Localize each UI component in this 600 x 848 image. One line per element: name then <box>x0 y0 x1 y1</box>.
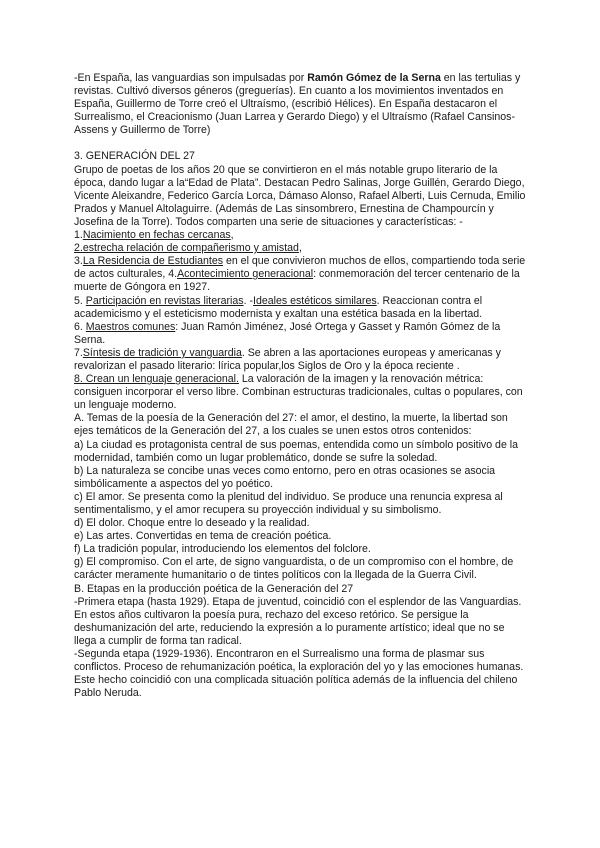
characteristic-3-pre: 3. <box>74 255 83 268</box>
intro-paragraph <box>74 72 526 137</box>
intro-bold-name: Ramón Gómez de la Serna <box>307 72 441 84</box>
characteristic-6-post: : Juan Ramón Jiménez, José Ortega y Gasset y Ramón Gómez de la Serna. <box>74 320 501 346</box>
section-paragraph <box>74 164 526 243</box>
characteristic-5-line <box>74 295 526 321</box>
characteristic-5: Participación en revistas literarias <box>85 294 244 307</box>
characteristic-3-line <box>74 255 526 294</box>
characteristic-8: 8. Crean un lenguaje generacional. <box>74 373 239 386</box>
document-page <box>74 72 526 700</box>
characteristic-6-pre: 6. <box>74 320 86 333</box>
temas-intro: A. Temas de la poesía de la Generación del 27: el amor, el destino, la muerte, la libertad son ejes temáticos de la Generación del 27, a los cuales se unen estos otros contenidos: <box>74 412 508 438</box>
tema-item: c) El amor. Se presenta como la plenitud del individuo. Se produce una renuncia expresa al sentimentalismo, y el amor recupera su proyección individual y su simbolismo. <box>74 490 503 516</box>
characteristic-1: Nacimiento en fechas cercanas <box>82 229 231 242</box>
characteristic-7-line <box>74 347 526 373</box>
characteristic-2-line <box>74 242 526 255</box>
characteristic-6: Maestros comunes <box>85 320 176 333</box>
characteristic-5b: Ideales estéticos similares <box>253 294 377 307</box>
characteristic-8-line <box>74 373 526 412</box>
tema-item: e) Las artes. Convertidas en tema de creación poética. <box>74 530 332 543</box>
tema-item: d) El dolor. Choque entre lo deseado y la realidad. <box>74 517 310 530</box>
tema-item: a) La ciudad es protagonista central de sus poemas, entendida como un símbolo positivo de la modernidad, también como un lugar problemático, donde se sufre la soledad. <box>74 438 519 464</box>
characteristic-7: Síntesis de tradición y vanguardia <box>82 346 242 359</box>
etapa-1: -Primera etapa (hasta 1929). Etapa de juventud, coincidió con el esplendor de las Vanguardias. En estos años cultivaron la poesía pura, rechazo del exceso retórico. Se persigue la deshumanización del arte, reduciendo la expresión a lo puramente artístico; ideal que no se llega a cumplir de forma tan radical. <box>74 595 522 647</box>
characteristic-7-post: . Se abren a las aportaciones europeas y americanas y revalorizan el pasado literario: lírica popular,los Siglos de Oro y la época reciente . <box>74 346 501 372</box>
intro-text-post: en las tertulias y revistas. Cultivó diversos géneros (greguerías). En cuanto a los movimientos inventados en España, Guillermo de Torre creó el Ultraísmo, (escribió Hélices). En España destacaron el Surrealismo, el Creacionismo (Juan Larrea y Gerardo Diego) y el Ultraísmo (Rafael Cansinos-Assens y Guillermo de Torre) <box>74 72 521 137</box>
characteristic-4: Acontecimiento generacional <box>177 268 314 281</box>
characteristic-5-mid: . - <box>243 294 253 307</box>
characteristic-2: 2.estrecha relación de compañerismo y amistad <box>74 242 299 255</box>
tema-item: g) El compromiso. Con el arte, de signo vanguardista, o de un compromiso con el hombre, de carácter meramente humanitario o de tintes políticos con la llegada de la Guerra Civil. <box>74 556 514 582</box>
section-heading: 3. GENERACIÓN DEL 27 <box>74 150 195 163</box>
tema-item: b) La naturaleza se concibe unas veces como entorno, pero en otras ocasiones se asocia simbólicamente a aspectos del yo poético. <box>74 464 496 490</box>
characteristic-3: La Residencia de Estudiantes <box>82 255 224 268</box>
characteristic-5-post: . Reaccionan contra el academicismo y el esteticismo modernista y exaltan una estética basada en la libertad. <box>74 294 483 320</box>
characteristic-3-post: en el que convivieron muchos de ellos, compartiendo toda serie de actos culturales, 4. <box>74 255 526 281</box>
intro-text-pre: -En España, las vanguardias son impulsadas por <box>74 72 308 84</box>
section-text: Grupo de poetas de los años 20 que se convirtieron en el más notable grupo literario de la época, dando lugar a la“Edad de Plata”. Destacan Pedro Salinas, Jorge Guillén, Gerardo Diego, Vicente Aleixandre, Federico García Lorca, Dámaso Alonso, Rafael Alberti, Luis Cernuda, Emilio Prados y Manuel Altolaguirre. (Además de Las sinsombrero, Ernestina de Champourcín y Josefina de la Torre). Todos comparten una serie de situaciones y características: - 1. <box>74 163 526 242</box>
characteristic-5-pre: 5. <box>74 294 86 307</box>
characteristic-1-tail: , <box>230 229 234 242</box>
characteristic-2-tail: , <box>298 242 302 255</box>
characteristic-4-post: : conmemoración del tercer centenario de la muerte de Góngora en 1927. <box>74 268 520 294</box>
characteristic-7-pre: 7. <box>74 346 83 359</box>
etapa-2: -Segunda etapa (1929-1936). Encontraron en el Surrealismo una forma de plasmar sus conflictos. Proceso de rehumanización poética, la exploración del yo y las emociones humanas. Este hecho coincidió con una complicada situación política además de la influencia del chileno Pablo Neruda. <box>74 648 524 700</box>
etapas-heading: B. Etapas en la producción poética de la Generación del 27 <box>74 582 354 595</box>
characteristic-8-post: La valoración de la imagen y la renovación métrica: consiguen incorporar el verso libre. Combinan estructuras tradicionales, cultas o populares, con un lenguaje moderno. <box>74 373 523 412</box>
characteristic-6-line <box>74 321 526 347</box>
paragraph-gap <box>74 137 526 150</box>
tema-item: f) La tradición popular, introduciendo los elementos del folclore. <box>74 543 371 556</box>
